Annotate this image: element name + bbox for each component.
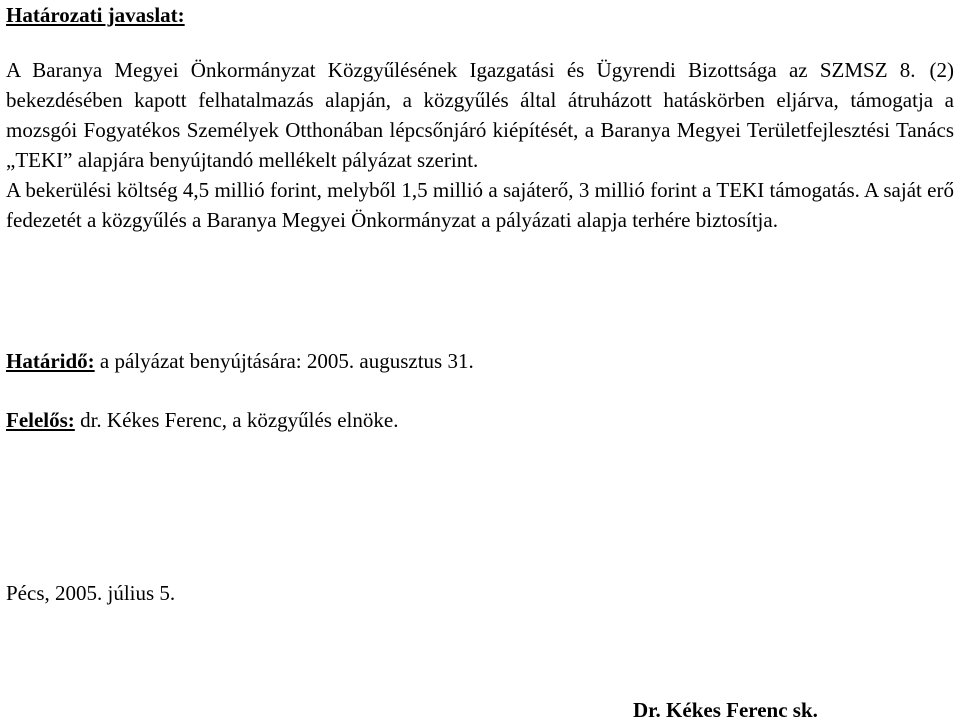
responsible-label: Felelős: — [6, 408, 75, 432]
resolution-paragraph-1-rest: (2) bekezdésében kapott felhatalmazás alapján, a közgyűlés által átruházott hatáskörben eljárva, támogatja a mozsgói Fogyatékos Személyek Otthonában lépcsőnjáró kiépítését, a Baranya Megyei Területfejlesztési Tanács „TEKI” alapjára benyújtandó mellékelt pályázat szerint. — [6, 58, 954, 172]
deadline-label: Határidő: — [6, 349, 95, 373]
resolution-paragraph-1-start: A Baranya Megyei Önkormányzat Közgyűlésének Igazgatási és Ügyrendi Bizottsága az SZMSZ 8. — [6, 58, 916, 82]
resolution-paragraph-2: A bekerülési költség 4,5 millió forint, melyből 1,5 millió a sajáterő, 3 millió forint a TEKI támogatás. A saját erő fedezetét a közgyűlés a Baranya Megyei Önkormányzat a pályázati alapja terhére biztosítja. — [6, 178, 954, 232]
resolution-paragraph-1 — [6, 55, 954, 175]
responsible-text: dr. Kékes Ferenc, a közgyűlés elnöke. — [74, 408, 399, 432]
signature: Dr. Kékes Ferenc sk. — [633, 698, 818, 722]
deadline-text: a pályázat benyújtására: 2005. augusztus 31. — [94, 349, 474, 373]
page-title: Határozati javaslat: — [6, 3, 185, 27]
responsible-line — [6, 405, 954, 435]
resolution-text — [6, 55, 954, 235]
place-date: Pécs, 2005. július 5. — [6, 581, 176, 605]
deadline-line — [6, 346, 954, 376]
